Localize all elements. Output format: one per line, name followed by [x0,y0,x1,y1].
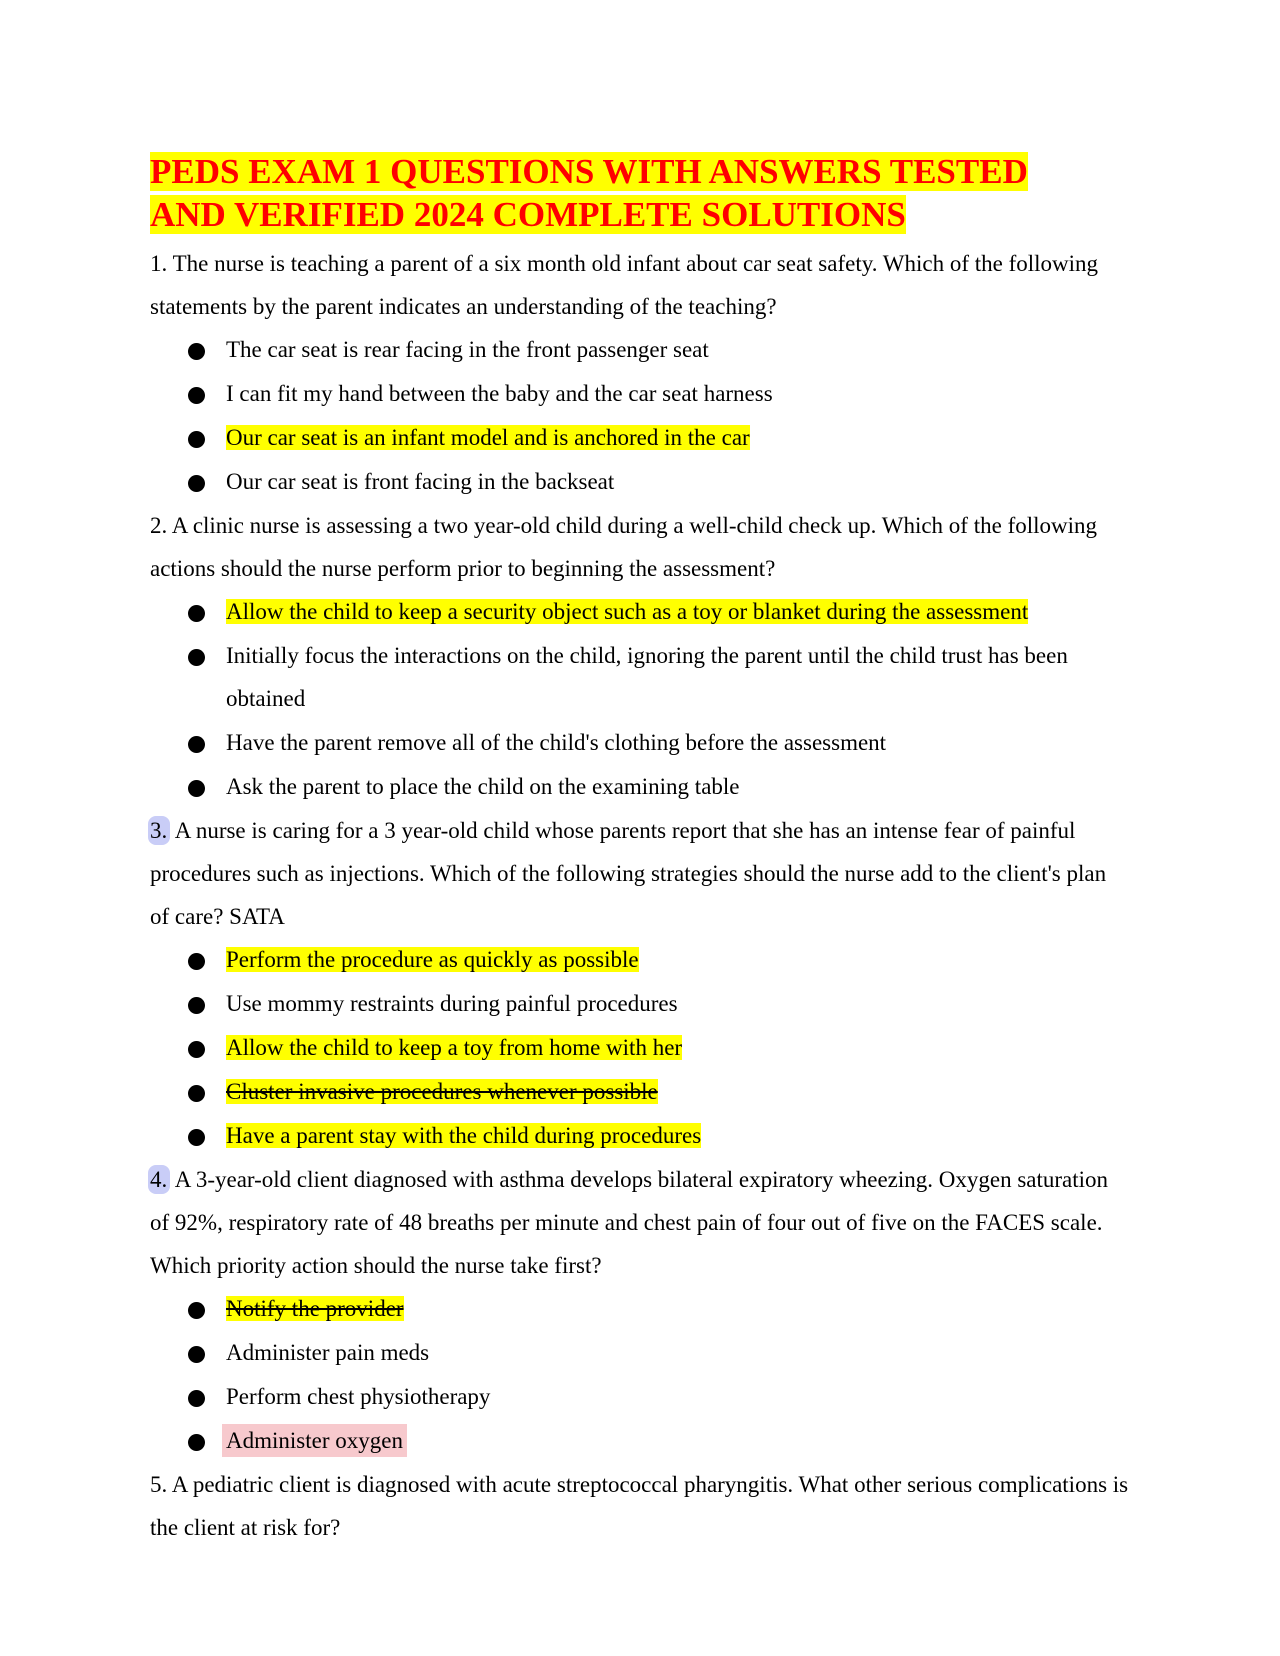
bullet-icon [188,1434,205,1451]
bullet-icon [188,387,205,404]
option-text-highlighted: Perform the procedure as quickly as possible [226,947,639,972]
option-text: Perform chest physiotherapy [226,1384,491,1409]
bullet-icon [188,1085,205,1102]
option-text-struck: Notify the provider [226,1296,404,1321]
question-2-option-3 [150,721,1130,764]
question-3-stem: A nurse is caring for a 3 year-old child whose parents report that she has an intense fear of painful procedures such as injections. Which of the following strategies should the nurse add to the client's plan of care? SATA [150,818,1107,929]
question-1-text [150,242,1130,328]
bullet-icon [188,1390,205,1407]
question-4-option-2 [150,1331,1130,1374]
question-1-option-2 [150,372,1130,415]
document-title [150,150,1130,236]
question-3-option-4 [150,1070,1130,1113]
bullet-icon [188,475,205,492]
option-text: Administer pain meds [226,1340,430,1365]
question-3-number: 3. [148,816,170,845]
option-text: Use mommy restraints during painful procedures [226,991,678,1016]
question-1-options [150,328,1130,503]
option-text-highlighted: Allow the child to keep a security object such as a toy or blanket during the assessment [226,599,1029,624]
question-4-option-3 [150,1375,1130,1418]
question-1-number: 1. [150,251,168,276]
question-1-option-1 [150,328,1130,371]
option-text-highlighted: Our car seat is an infant model and is anchored in the car [226,425,750,450]
question-block-4 [150,1158,1130,1462]
question-4-option-4 [150,1419,1130,1462]
question-2-options [150,590,1130,808]
option-text: The car seat is rear facing in the front passenger seat [226,337,709,362]
option-text-struck: Cluster invasive procedures whenever possible [226,1079,658,1104]
option-text: Ask the parent to place the child on the examining table [226,774,740,799]
question-4-number: 4. [148,1165,170,1194]
bullet-icon [188,997,205,1014]
bullet-icon [188,605,205,622]
title-line-2: AND VERIFIED 2024 COMPLETE SOLUTIONS [150,195,906,234]
question-5-number: 5. [150,1472,168,1497]
bullet-icon [188,736,205,753]
question-2-option-2 [150,634,1130,720]
question-4-options [150,1287,1130,1462]
bullet-icon [188,1302,205,1319]
option-text: Have the parent remove all of the child's clothing before the assessment [226,730,887,755]
question-block-5 [150,1463,1130,1549]
question-1-stem: The nurse is teaching a parent of a six month old infant about car seat safety. Which of the following statements by the parent indicates an understanding of the teaching? [150,251,1099,319]
option-text: I can fit my hand between the baby and the car seat harness [226,381,773,406]
option-text-highlighted: Allow the child to keep a toy from home with her [226,1035,683,1060]
bullet-icon [188,649,205,666]
question-block-3 [150,809,1130,1157]
question-5-text [150,1463,1130,1549]
question-4-option-1 [150,1287,1130,1330]
document-page [150,150,1130,1549]
title-line-1: PEDS EXAM 1 QUESTIONS WITH ANSWERS TESTED [150,152,1028,191]
bullet-icon [188,1346,205,1363]
bullet-icon [188,953,205,970]
question-1-option-3 [150,416,1130,459]
question-3-options [150,938,1130,1157]
question-3-option-3 [150,1026,1130,1069]
question-2-stem: A clinic nurse is assessing a two year-old child during a well-child check up. Which of the following actions should the nurse perform prior to beginning the assessment? [150,513,1098,581]
question-3-option-2 [150,982,1130,1025]
bullet-icon [188,431,205,448]
bullet-icon [188,1041,205,1058]
question-5-stem: A pediatric client is diagnosed with acute streptococcal pharyngitis. What other serious complications is the client at risk for? [150,1472,1129,1540]
question-3-text [150,809,1130,938]
option-text-highlighted: Have a parent stay with the child during procedures [226,1123,702,1148]
question-2-number: 2. [150,513,168,538]
option-text: Initially focus the interactions on the child, ignoring the parent until the child trust has been obtained [226,643,1068,711]
question-1-option-4 [150,460,1130,503]
question-2-text [150,504,1130,590]
question-3-option-5 [150,1114,1130,1157]
question-4-text [150,1158,1130,1287]
bullet-icon [188,1129,205,1146]
question-2-option-1 [150,590,1130,633]
option-text: Our car seat is front facing in the backseat [226,469,615,494]
question-block-1 [150,242,1130,503]
option-text-highlighted-pink: Administer oxygen [222,1424,407,1457]
question-2-option-4 [150,765,1130,808]
question-3-option-1 [150,938,1130,981]
question-block-2 [150,504,1130,808]
bullet-icon [188,343,205,360]
bullet-icon [188,780,205,797]
question-4-stem: A 3-year-old client diagnosed with asthma develops bilateral expiratory wheezing. Oxygen saturation of 92%, respiratory rate of 48 breaths per minute and chest pain of four out of five on the FACES scale. Which priority action should the nurse take first? [150,1167,1109,1278]
